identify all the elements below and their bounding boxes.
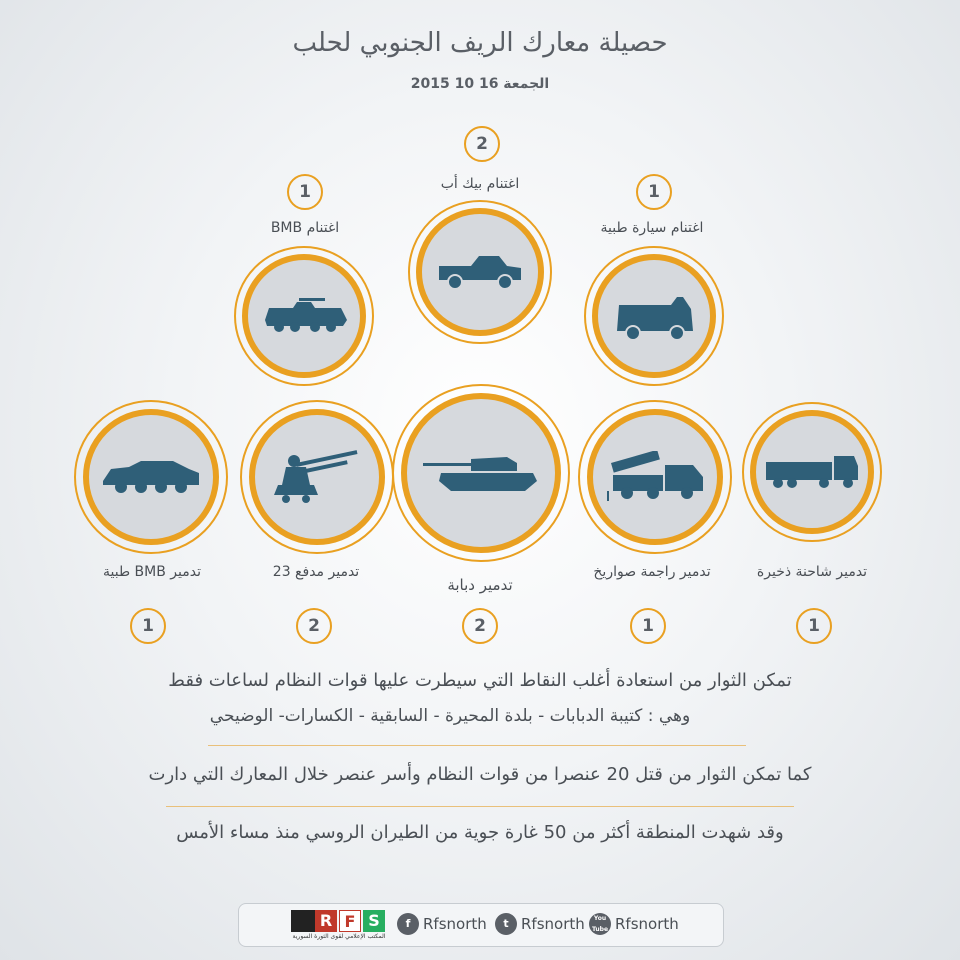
count-badge: 1 xyxy=(287,174,323,210)
item-circle xyxy=(578,400,732,554)
item-label: تدمير شاحنة ذخيرة xyxy=(756,564,868,580)
item-circle xyxy=(742,402,882,542)
item-circle xyxy=(234,246,374,386)
summary-line-3: كما تمكن الثوار من قتل 20 عنصرا من قوات النظام وأسر عنصر خلال المعارك التي دارت xyxy=(148,764,812,785)
summary-line-2: وهي : كتيبة الدبابات - بلدة المحيرة - السابقية - الكسارات- الوضيحي xyxy=(209,706,691,726)
count-badge: 2 xyxy=(464,126,500,162)
item-circle xyxy=(74,400,228,554)
rocket-launcher-icon xyxy=(603,451,707,503)
count-badge: 1 xyxy=(636,174,672,210)
item-label: اغتنام BMB xyxy=(270,220,340,236)
youtube-link[interactable]: You Tube Rfsnorth xyxy=(589,913,679,935)
item-circle xyxy=(408,200,552,344)
summary-line-4: وقد شهدت المنطقة أكثر من 50 غارة جوية من الطيران الروسي منذ مساء الأمس xyxy=(176,822,784,843)
youtube-icon: You Tube xyxy=(589,913,611,935)
count-badge: 2 xyxy=(296,608,332,644)
divider xyxy=(166,806,794,807)
facebook-icon: f xyxy=(397,913,419,935)
twitter-icon: t xyxy=(495,913,517,935)
page-title: حصيلة معارك الريف الجنوبي لحلب xyxy=(292,28,668,58)
count-badge: 2 xyxy=(462,608,498,644)
facebook-link[interactable]: f Rfsnorth xyxy=(397,913,487,935)
armored-ambulance-icon xyxy=(611,291,697,341)
footer-bar xyxy=(238,903,724,947)
pickup-truck-icon xyxy=(435,252,525,292)
twitter-link[interactable]: t Rfsnorth xyxy=(495,913,585,935)
item-label: اغتنام بيك أب xyxy=(440,176,520,192)
apc-icon xyxy=(99,457,203,497)
page-date: الجمعة 16 10 2015 xyxy=(410,76,550,92)
divider xyxy=(208,745,746,746)
item-label: تدمير مدفع 23 xyxy=(272,564,360,580)
tank-icon xyxy=(421,453,541,493)
item-label: اغتنام سيارة طبية xyxy=(600,220,704,236)
item-label: تدمير BMB طبية xyxy=(102,564,201,580)
count-badge: 1 xyxy=(630,608,666,644)
item-circle xyxy=(584,246,724,386)
item-circle xyxy=(240,400,394,554)
count-badge: 1 xyxy=(796,608,832,644)
rfs-logo: R F S المكتب الإعلامي لقوى الثورة السورية xyxy=(292,911,386,940)
item-label: تدمير دبابة xyxy=(447,576,513,594)
ammo-truck-icon xyxy=(762,452,862,492)
item-circle xyxy=(392,384,570,562)
item-label: تدمير راجمة صواريخ xyxy=(593,564,711,580)
anti-aircraft-gun-icon xyxy=(272,449,362,505)
armored-vehicle-icon xyxy=(259,296,349,336)
count-badge: 1 xyxy=(130,608,166,644)
summary-line-1: تمكن الثوار من استعادة أغلب النقاط التي سيطرت عليها قوات النظام لساعات فقط xyxy=(168,670,792,691)
